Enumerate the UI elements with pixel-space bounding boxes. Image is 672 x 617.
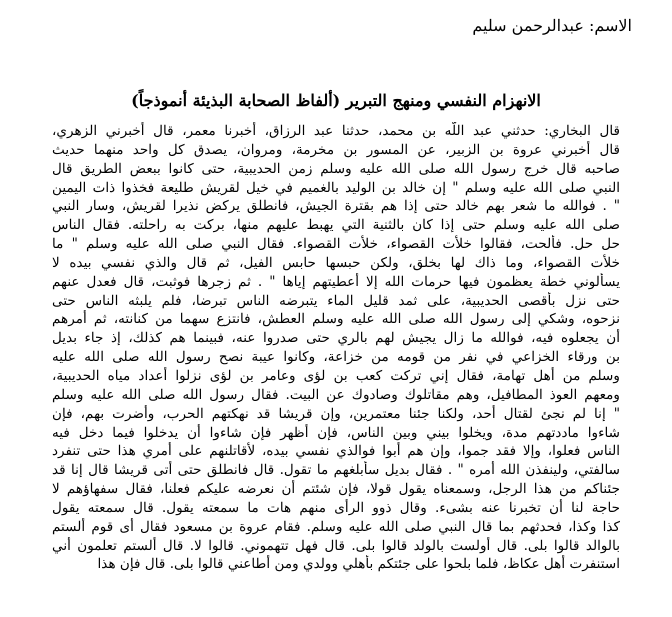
article-body — [52, 122, 620, 574]
body-line: سالفتي، ولينفذن الله أمره " . فقال بديل سأبلغهم ما تقول. قال فانطلق حتى أتى قريشا قال إنا قد — [52, 462, 620, 479]
body-line: كذا وكذا، فحدثهم بما قال النبي صلى الله عليه وسلم. فقام عروة بن مسعود فقال أى قوم ألستم — [52, 518, 620, 535]
body-line: ومعهم العوذ المطافيل، وهم مقاتلوك وصادوك عن البيت. فقال رسول الله صلى الله عليه وسلم — [52, 386, 620, 403]
body-line: وسلم من أهل تهامة، فقال إني تركت كعب بن لؤى وعامر بن لؤى نزلوا أعداد مياه الحديبية، — [52, 367, 620, 384]
body-line: قال البخاري: حدثني عبد اللَّه بن محمد، حدثنا عبد الرزاق، أخبرنا معمر، قال أخبرني الزهري، — [52, 123, 620, 139]
body-line: " إنا لم نجئ لقتال أحد، ولكنا جئنا معتمرين، وإن قريشا قد نهكتهم الحرب، وأضرت بهم، فإن — [52, 405, 620, 422]
body-line: خلأت القصواء، وما ذاك لها بخلق، ولكن حبسها حابس الفيل، ثم قال والذي نفسي بيده لا — [52, 254, 620, 271]
body-line: حل حل. فألحت، فقالوا خلأت القصواء، خلأت القصواء. فقال النبي صلى الله عليه وسلم " ما — [52, 236, 620, 253]
body-line: شاءوا ماددتهم مدة، ويخلوا بيني وبين الناس، فإن أظهر فإن شاءوا أن يدخلوا فيما دخل فيه — [52, 424, 620, 441]
body-line: حتى نزل بأقصى الحديبية، على ثمد قليل الماء يتبرضه الناس تبرضا، فلم يلبثه الناس حتى — [52, 292, 620, 309]
body-line: بن ورقاء الخزاعي في نفر من قومه من خزاعة، وكانوا عيبة نصح رسول الله صلى الله عليه — [52, 349, 620, 366]
body-line: حاجة لنا أن تخبرنا عنه بشىء. وقال ذوو الرأى منهم هات ما سمعته يقول. قال سمعته يقول — [52, 499, 620, 516]
body-line: نزحوه، وشكي إلى رسول الله صلى الله عليه وسلم العطش، فانتزع سهما من كنانته، ثم أمرهم — [52, 311, 620, 328]
body-line: صاحبه قال خرج رسول الله صلى الله عليه وسلم زمن الحديبية، حتى كانوا ببعض الطريق قال — [52, 160, 620, 177]
body-line: صلى الله عليه وسلم حتى إذا كان بالثنية التي يهبط عليهم منها، بركت به راحلته. فقال الناس — [52, 217, 620, 234]
body-line: أن يجعلوه فيه، فوالله ما زال يجيش لهم بالري حتى صدروا عنه، فبينما هم كذلك، إذ جاء بديل — [52, 330, 620, 347]
body-line: قال أخبرني عروة بن الزبير، عن المسور بن مخرمة، ومروان، يصدق كل واحد منهما حديث — [52, 141, 620, 158]
body-line: بالوالد قالوا بلى. قال أولست بالولد قالوا بلى. قال فهل تتهموني. قالوا لا. قال ألستم تعلمون أني — [52, 537, 620, 554]
author-name: الاسم: عبدالرحمن سليم — [472, 16, 632, 35]
body-line: جئناكم من هذا الرجل، وسمعناه يقول قولا، فإن شئتم أن نعرضه عليكم فعلنا، فقال سفهاؤهم لا — [52, 481, 620, 498]
body-line: يسألوني خطة يعظمون فيها حرمات الله إلا أعطيتهم إياها " . ثم زجرها فوثبت، قال فعدل عنهم — [52, 273, 620, 290]
article-title: الانهزام النفسي ومنهج التبرير (ألفاظ الصحابة البذيئة أنموذجاً) — [131, 91, 541, 110]
body-line: النبي صلى الله عليه وسلم " إن خالد بن الوليد بالغميم في خيل لقريش طليعة فخذوا ذات اليمين — [52, 179, 620, 196]
body-line: الناس فعلوا، وإلا فقد جموا، وإن هم أبوا فوالذي نفسي بيده، لأقاتلنهم على أمري هذا حتى تنفرد — [52, 443, 620, 460]
body-line: " . فوالله ما شعر بهم خالد حتى إذا هم بقترة الجيش، فانطلق يركض نذيرا لقريش، وسار النبي — [52, 198, 620, 215]
body-line: استنفرت أهل عكاظ، فلما بلحوا على جئتكم بأهلي وولدي ومن أطاعني قالوا بلى. قال فإن هذا — [97, 556, 620, 573]
